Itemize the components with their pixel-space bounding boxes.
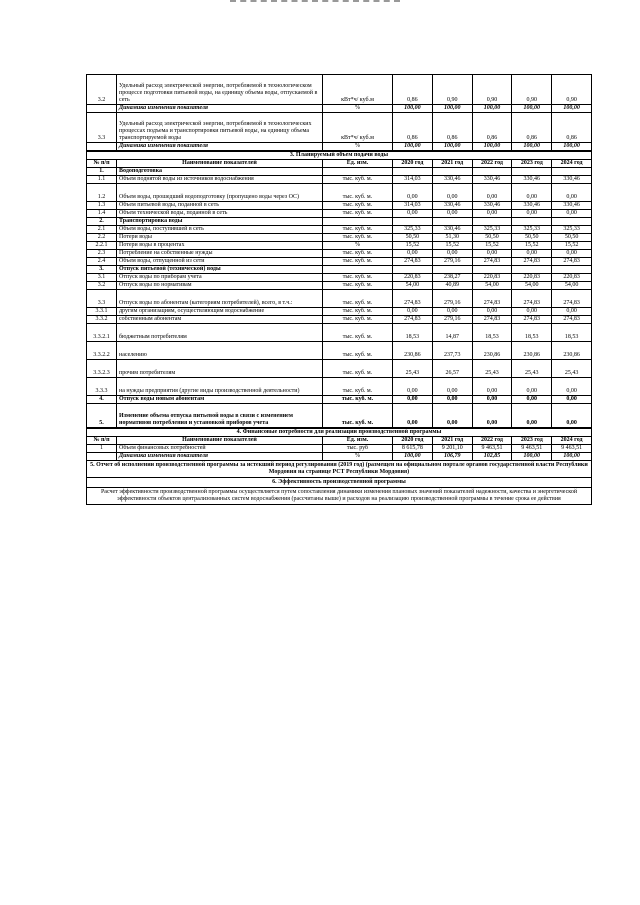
row-value: 279,16 bbox=[432, 290, 472, 308]
row-unit: тыс. куб. м. bbox=[323, 274, 393, 282]
row-unit bbox=[323, 266, 393, 274]
row-value: 100,00 bbox=[552, 143, 592, 151]
row-value: 0,00 bbox=[552, 404, 592, 428]
table-row bbox=[87, 282, 592, 290]
section4-title: 4. Финансовые потребности для реализации производственной программы bbox=[87, 429, 592, 437]
row-num: 1.3 bbox=[87, 202, 117, 210]
row-value bbox=[393, 266, 433, 274]
table-row bbox=[87, 445, 592, 453]
row-value bbox=[512, 168, 552, 176]
row-value: 325,33 bbox=[552, 226, 592, 234]
row-value: 274,83 bbox=[393, 290, 433, 308]
row-value: 0,00 bbox=[432, 378, 472, 396]
col-year-header: 2021 год bbox=[432, 437, 472, 445]
table-row bbox=[87, 242, 592, 250]
row-value: 54,00 bbox=[393, 282, 433, 290]
row-value: 100,00 bbox=[432, 105, 472, 113]
row-value: 237,73 bbox=[432, 342, 472, 360]
table-row bbox=[87, 210, 592, 218]
row-value: 9 463,51 bbox=[472, 445, 512, 453]
row-value bbox=[512, 218, 552, 226]
row-value: 0,00 bbox=[472, 404, 512, 428]
row-value: 0,90 bbox=[512, 75, 552, 105]
row-unit: тыс. куб. м. bbox=[323, 404, 393, 428]
row-value: 0,00 bbox=[432, 396, 472, 404]
row-value: 0,86 bbox=[432, 113, 472, 143]
table-row bbox=[87, 202, 592, 210]
row-value bbox=[472, 266, 512, 274]
row-value: 18,53 bbox=[472, 324, 512, 342]
row-num: 1. bbox=[87, 168, 117, 176]
row-value: 330,46 bbox=[512, 176, 552, 184]
row-unit: % bbox=[323, 105, 393, 113]
row-value: 274,83 bbox=[472, 290, 512, 308]
row-value: 26,57 bbox=[432, 360, 472, 378]
table-row bbox=[87, 453, 592, 461]
row-value: 274,83 bbox=[552, 258, 592, 266]
row-value: 0,00 bbox=[512, 308, 552, 316]
water-supply-table bbox=[86, 151, 592, 428]
row-unit: тыс. куб. м. bbox=[323, 210, 393, 218]
row-value: 15,52 bbox=[512, 242, 552, 250]
row-value bbox=[472, 168, 512, 176]
row-name: Отпуск воды по приборам учета bbox=[117, 274, 323, 282]
row-unit: % bbox=[323, 242, 393, 250]
row-value: 0,86 bbox=[472, 113, 512, 143]
row-num bbox=[87, 105, 117, 113]
section6-title: 6. Эффективность производственной программы bbox=[86, 478, 592, 488]
row-name: Объем воды, прошедший водоподготовку (пропущено воды через ОС) bbox=[117, 184, 323, 202]
row-value: 274,83 bbox=[512, 316, 552, 324]
row-value: 0,90 bbox=[552, 75, 592, 105]
row-unit: тыс. куб. м. bbox=[323, 316, 393, 324]
row-value: 0,00 bbox=[472, 378, 512, 396]
col-year-header: 2023 год bbox=[512, 437, 552, 445]
table-row bbox=[87, 378, 592, 396]
row-unit: тыс. куб. м. bbox=[323, 226, 393, 234]
row-name: Динамика изменения показателя bbox=[117, 105, 323, 113]
row-value: 0,00 bbox=[432, 250, 472, 258]
row-unit: тыс. куб. м. bbox=[323, 290, 393, 308]
row-unit: тыс. куб. м. bbox=[323, 342, 393, 360]
col-unit-header: Ед. изм. bbox=[323, 160, 393, 168]
row-value: 40,89 bbox=[432, 282, 472, 290]
row-name: Отпуск воды по абонентам (категориям потребителей), всего, в т.ч.: bbox=[117, 290, 323, 308]
row-value: 0,00 bbox=[393, 184, 433, 202]
col-year-header: 2023 год bbox=[512, 160, 552, 168]
row-value: 330,46 bbox=[432, 176, 472, 184]
row-value: 15,52 bbox=[393, 242, 433, 250]
row-num: 3.3 bbox=[87, 113, 117, 143]
row-value: 0,86 bbox=[552, 113, 592, 143]
col-year-header: 2024 год bbox=[552, 160, 592, 168]
row-value bbox=[393, 168, 433, 176]
row-name: Объем технической воды, поданной в сеть bbox=[117, 210, 323, 218]
row-value: 100,00 bbox=[512, 105, 552, 113]
col-num-header: № п/п bbox=[87, 160, 117, 168]
row-name: Объем финансовых потребностей bbox=[117, 445, 323, 453]
row-value: 330,46 bbox=[472, 176, 512, 184]
row-name: Отпуск воды по нормативам bbox=[117, 282, 323, 290]
row-num: 2. bbox=[87, 218, 117, 226]
row-value bbox=[472, 218, 512, 226]
row-num: 3.3.3 bbox=[87, 378, 117, 396]
row-unit: тыс. куб. м. bbox=[323, 324, 393, 342]
row-value: 274,83 bbox=[552, 316, 592, 324]
col-num-header: № п/п bbox=[87, 437, 117, 445]
row-value: 0,00 bbox=[552, 308, 592, 316]
row-value: 0,00 bbox=[432, 184, 472, 202]
row-value: 0,00 bbox=[552, 210, 592, 218]
row-value: 0,90 bbox=[472, 75, 512, 105]
row-num: 1.1 bbox=[87, 176, 117, 184]
row-num: 5. bbox=[87, 404, 117, 428]
row-value: 0,00 bbox=[472, 210, 512, 218]
row-value: 279,16 bbox=[432, 258, 472, 266]
row-num: 3. bbox=[87, 266, 117, 274]
row-num: 1 bbox=[87, 445, 117, 453]
table-row bbox=[87, 218, 592, 226]
row-num: 1.2 bbox=[87, 184, 117, 202]
row-name: Динамика изменения показателя bbox=[117, 143, 323, 151]
row-value: 8 615,78 bbox=[393, 445, 433, 453]
row-value: 274,83 bbox=[512, 290, 552, 308]
col-year-header: 2021 год bbox=[432, 160, 472, 168]
row-value: 102,85 bbox=[472, 453, 512, 461]
row-unit: тыс. куб. м. bbox=[323, 282, 393, 290]
row-unit: тыс. куб. м. bbox=[323, 258, 393, 266]
row-value: 279,16 bbox=[432, 316, 472, 324]
row-value: 220,83 bbox=[472, 274, 512, 282]
row-unit bbox=[323, 218, 393, 226]
row-value: 0,86 bbox=[512, 113, 552, 143]
row-value: 0,00 bbox=[472, 184, 512, 202]
row-unit: тыс. куб. м. bbox=[323, 250, 393, 258]
row-value: 0,00 bbox=[472, 308, 512, 316]
row-value: 220,83 bbox=[393, 274, 433, 282]
row-value bbox=[512, 266, 552, 274]
table-row bbox=[87, 250, 592, 258]
col-year-header: 2022 год bbox=[472, 160, 512, 168]
row-value: 106,79 bbox=[432, 453, 472, 461]
table-row bbox=[87, 176, 592, 184]
row-value: 54,00 bbox=[552, 282, 592, 290]
table-row bbox=[87, 75, 592, 105]
table-row bbox=[87, 360, 592, 378]
row-num: 2.2 bbox=[87, 234, 117, 242]
row-value: 9 463,51 bbox=[512, 445, 552, 453]
row-name: Потребление на собственные нужды bbox=[117, 250, 323, 258]
row-num: 3.1 bbox=[87, 274, 117, 282]
row-value: 274,83 bbox=[552, 290, 592, 308]
row-name: Потери воды bbox=[117, 234, 323, 242]
row-num: 1.4 bbox=[87, 210, 117, 218]
document-sheet bbox=[86, 74, 592, 505]
row-value: 220,83 bbox=[552, 274, 592, 282]
table-row bbox=[87, 105, 592, 113]
row-unit: тыс. куб. м. bbox=[323, 184, 393, 202]
row-value: 51,30 bbox=[432, 234, 472, 242]
row-value: 50,50 bbox=[393, 234, 433, 242]
col-name-header: Наименование показателей bbox=[117, 160, 323, 168]
row-value: 0,00 bbox=[512, 404, 552, 428]
row-value: 9 463,51 bbox=[552, 445, 592, 453]
row-unit: кВт*ч/ куб.м bbox=[323, 75, 393, 105]
row-num: 2.3 bbox=[87, 250, 117, 258]
row-value: 325,33 bbox=[393, 226, 433, 234]
row-value: 314,03 bbox=[393, 176, 433, 184]
row-value: 314,03 bbox=[393, 202, 433, 210]
row-value: 0,00 bbox=[512, 396, 552, 404]
row-value: 0,00 bbox=[472, 396, 512, 404]
row-value: 0,00 bbox=[393, 396, 433, 404]
table-row bbox=[87, 143, 592, 151]
table-row bbox=[87, 404, 592, 428]
row-value: 274,83 bbox=[393, 258, 433, 266]
row-value bbox=[552, 168, 592, 176]
row-value: 274,83 bbox=[393, 316, 433, 324]
row-value: 25,43 bbox=[512, 360, 552, 378]
row-value: 100,00 bbox=[552, 453, 592, 461]
row-value: 9 201,10 bbox=[432, 445, 472, 453]
row-num: 2.2.1 bbox=[87, 242, 117, 250]
row-name: Отпуск воды новым абонентам bbox=[117, 396, 323, 404]
table-row bbox=[87, 342, 592, 360]
row-unit: тыс. куб. м. bbox=[323, 202, 393, 210]
row-value: 0,86 bbox=[393, 75, 433, 105]
table-row bbox=[87, 324, 592, 342]
row-name: прочим потребителям bbox=[117, 360, 323, 378]
row-value: 0,00 bbox=[552, 378, 592, 396]
row-value: 274,83 bbox=[512, 258, 552, 266]
section5-title: 5. Отчет об исполнении производственной программы за истекший период регулирования (2019 год) (размещен на официальном портале органов государственной власти Республики Мордовия на странице РСТ Республики Мордовия) bbox=[86, 461, 592, 478]
row-unit: % bbox=[323, 453, 393, 461]
row-value: 0,00 bbox=[432, 404, 472, 428]
row-num: 3.3 bbox=[87, 290, 117, 308]
row-value: 100,00 bbox=[552, 105, 592, 113]
row-num bbox=[87, 143, 117, 151]
row-value: 330,46 bbox=[552, 176, 592, 184]
row-value: 100,00 bbox=[393, 453, 433, 461]
row-value: 325,33 bbox=[472, 226, 512, 234]
row-value: 54,00 bbox=[472, 282, 512, 290]
row-value: 230,86 bbox=[552, 342, 592, 360]
col-year-header: 2020 год bbox=[393, 160, 433, 168]
table-row bbox=[87, 184, 592, 202]
row-name: Удельный расход электрической энергии, потребляемой в технологических процессах подъема и транспортировки питьевой воды, на единицу объема транспортируемой воды bbox=[117, 113, 323, 143]
row-value: 0,00 bbox=[393, 404, 433, 428]
row-value: 50,50 bbox=[512, 234, 552, 242]
row-value: 325,33 bbox=[512, 226, 552, 234]
row-name: на нужды предприятия (другие виды производственной деятельности) bbox=[117, 378, 323, 396]
row-value: 0,00 bbox=[393, 308, 433, 316]
row-unit: тыс. куб. м. bbox=[323, 360, 393, 378]
row-num: 4. bbox=[87, 396, 117, 404]
row-unit: тыс. куб. м. bbox=[323, 308, 393, 316]
row-value: 25,43 bbox=[393, 360, 433, 378]
row-value: 25,43 bbox=[552, 360, 592, 378]
row-value: 0,00 bbox=[552, 184, 592, 202]
row-value: 100,00 bbox=[393, 143, 433, 151]
row-name: населению bbox=[117, 342, 323, 360]
col-year-header: 2022 год bbox=[472, 437, 512, 445]
table-row bbox=[87, 234, 592, 242]
table-row bbox=[87, 396, 592, 404]
row-value: 0,00 bbox=[432, 210, 472, 218]
row-value: 330,46 bbox=[432, 226, 472, 234]
row-unit: тыс. куб. м. bbox=[323, 176, 393, 184]
scan-artifact bbox=[230, 0, 400, 5]
row-num: 3.3.2.1 bbox=[87, 324, 117, 342]
row-value: 14,87 bbox=[432, 324, 472, 342]
row-value bbox=[552, 218, 592, 226]
row-value: 230,86 bbox=[393, 342, 433, 360]
row-num: 2.4 bbox=[87, 258, 117, 266]
row-value: 18,53 bbox=[512, 324, 552, 342]
row-value: 230,86 bbox=[512, 342, 552, 360]
row-unit: тыс. руб bbox=[323, 445, 393, 453]
table-row bbox=[87, 316, 592, 324]
row-value: 238,27 bbox=[432, 274, 472, 282]
col-name-header: Наименование показателей bbox=[117, 437, 323, 445]
row-value: 330,46 bbox=[432, 202, 472, 210]
row-value: 100,00 bbox=[472, 105, 512, 113]
row-name: бюджетным потребителям bbox=[117, 324, 323, 342]
col-year-header: 2024 год bbox=[552, 437, 592, 445]
row-unit: % bbox=[323, 143, 393, 151]
row-num: 3.3.2 bbox=[87, 316, 117, 324]
col-unit-header: Ед. изм. bbox=[323, 437, 393, 445]
row-value: 0,00 bbox=[512, 250, 552, 258]
row-name: Изменение объема отпуска питьевой воды в связи с изменением нормативов потребления и установкой приборов учета bbox=[117, 404, 323, 428]
row-name: Отпуск питьевой (технической) воды bbox=[117, 266, 323, 274]
row-num: 3.3.2.2 bbox=[87, 342, 117, 360]
row-name: Водоподготовка bbox=[117, 168, 323, 176]
row-name: другим организациям, осуществляющим водоснабжение bbox=[117, 308, 323, 316]
row-value bbox=[393, 218, 433, 226]
row-name: Динамика изменения показателя bbox=[117, 453, 323, 461]
row-value: 230,86 bbox=[472, 342, 512, 360]
row-value: 100,00 bbox=[472, 143, 512, 151]
row-value: 0,00 bbox=[393, 210, 433, 218]
row-value bbox=[432, 218, 472, 226]
row-value: 274,83 bbox=[472, 316, 512, 324]
row-value: 0,00 bbox=[552, 396, 592, 404]
row-name: Объем воды, отпущенной из сети bbox=[117, 258, 323, 266]
row-value bbox=[432, 168, 472, 176]
row-value: 25,43 bbox=[472, 360, 512, 378]
row-value: 0,00 bbox=[393, 378, 433, 396]
row-unit bbox=[323, 168, 393, 176]
row-name: Удельный расход электрической энергии, потребляемой в технологическом процессе подготовки питьевой воды, на единицу объема воды, отпускаемой в сеть bbox=[117, 75, 323, 105]
row-num: 3.3.2.3 bbox=[87, 360, 117, 378]
row-value: 274,83 bbox=[472, 258, 512, 266]
row-value: 50,50 bbox=[552, 234, 592, 242]
row-value: 54,00 bbox=[512, 282, 552, 290]
row-value: 0,00 bbox=[512, 210, 552, 218]
table-row bbox=[87, 113, 592, 143]
table-row bbox=[87, 226, 592, 234]
row-name: Потери воды в процентах bbox=[117, 242, 323, 250]
row-value: 15,52 bbox=[552, 242, 592, 250]
row-value: 100,00 bbox=[432, 143, 472, 151]
row-value: 0,00 bbox=[393, 250, 433, 258]
row-name: Транспортировка воды bbox=[117, 218, 323, 226]
row-value bbox=[432, 266, 472, 274]
row-value: 50,50 bbox=[472, 234, 512, 242]
row-unit: тыс. куб. м. bbox=[323, 378, 393, 396]
row-num: 2.1 bbox=[87, 226, 117, 234]
table-row bbox=[87, 258, 592, 266]
table-row bbox=[87, 290, 592, 308]
section6-text: Расчет эффективности производственной программы осуществляется путем сопоставления динамики изменения плановых значений показателей надежности, качества и энергетической эффективности объектов централизованных систем водоснабжения (рассчитаны выше) и расходов на реализацию производственной программы в течение срока ее действия bbox=[86, 488, 592, 505]
table-row bbox=[87, 266, 592, 274]
row-value: 330,46 bbox=[472, 202, 512, 210]
row-value: 0,86 bbox=[393, 113, 433, 143]
row-value: 18,53 bbox=[393, 324, 433, 342]
table-row bbox=[87, 168, 592, 176]
finance-table bbox=[86, 428, 592, 461]
row-value bbox=[552, 266, 592, 274]
row-value: 18,53 bbox=[552, 324, 592, 342]
row-value: 0,00 bbox=[512, 378, 552, 396]
row-value: 0,00 bbox=[552, 250, 592, 258]
row-num: 3.2 bbox=[87, 282, 117, 290]
row-unit: кВт*ч/ куб.м bbox=[323, 113, 393, 143]
row-value: 15,52 bbox=[432, 242, 472, 250]
row-value: 0,00 bbox=[432, 308, 472, 316]
row-num: 3.3.1 bbox=[87, 308, 117, 316]
row-value: 330,46 bbox=[552, 202, 592, 210]
row-value: 100,00 bbox=[393, 105, 433, 113]
row-value: 0,00 bbox=[512, 184, 552, 202]
row-name: Объем поднятой воды из источников водоснабжения bbox=[117, 176, 323, 184]
section3-title: 3. Планируемый объем подачи воды bbox=[87, 152, 592, 160]
row-value: 100,00 bbox=[512, 453, 552, 461]
row-name: собственным абонентам bbox=[117, 316, 323, 324]
indicators-table-top bbox=[86, 74, 592, 151]
row-unit: тыс. куб. м. bbox=[323, 396, 393, 404]
row-name: Объем питьевой воды, поданной в сеть bbox=[117, 202, 323, 210]
row-value: 15,52 bbox=[472, 242, 512, 250]
col-year-header: 2020 год bbox=[393, 437, 433, 445]
row-name: Объем воды, поступившей в сеть bbox=[117, 226, 323, 234]
row-num bbox=[87, 453, 117, 461]
row-value: 0,90 bbox=[432, 75, 472, 105]
row-unit: тыс. куб. м. bbox=[323, 234, 393, 242]
row-value: 220,83 bbox=[512, 274, 552, 282]
row-num: 3.2 bbox=[87, 75, 117, 105]
row-value: 0,00 bbox=[472, 250, 512, 258]
table-row bbox=[87, 274, 592, 282]
table-row bbox=[87, 308, 592, 316]
row-value: 100,00 bbox=[512, 143, 552, 151]
row-value: 330,46 bbox=[512, 202, 552, 210]
